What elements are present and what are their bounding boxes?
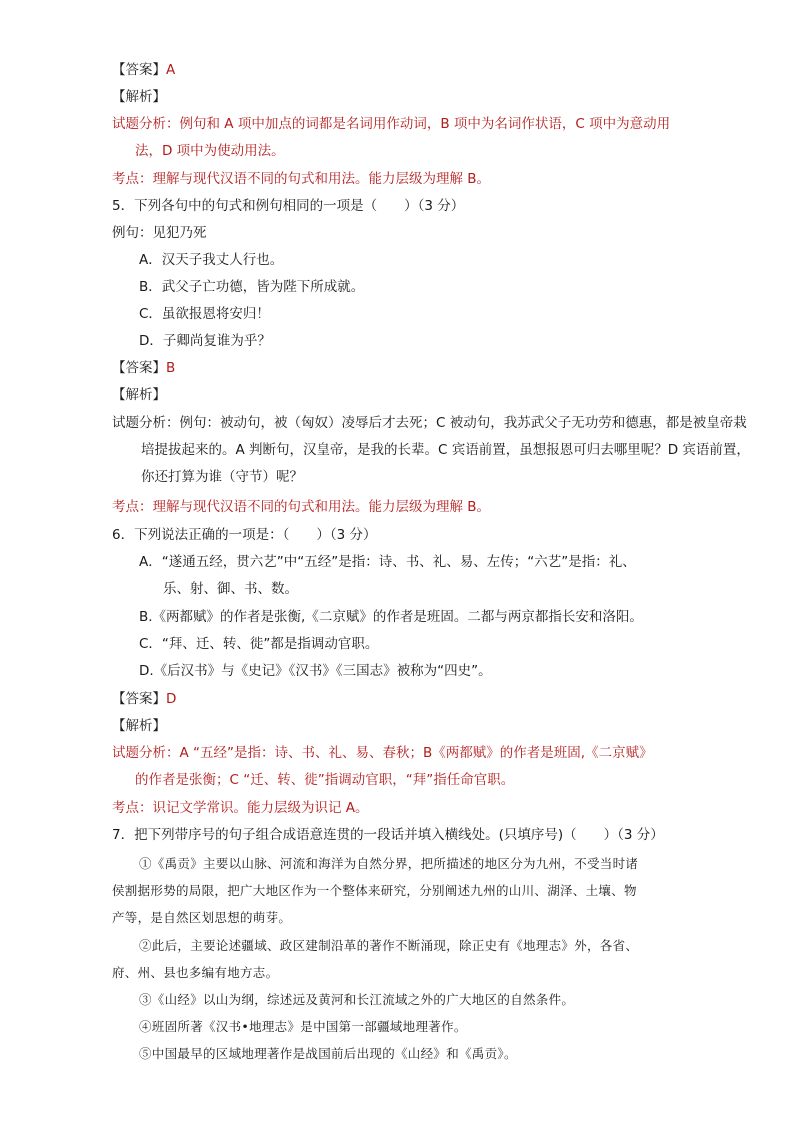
q5-example: 例句：见犯乃死	[112, 225, 207, 241]
q4-analysis-line1: 试题分析：例句和 A 项中加点的词都是名词用作动词，B 项中为名词作状语，C 项中为意动用	[112, 116, 671, 132]
q6-option-b: B.《两都赋》的作者是张衡,《二京赋》的作者是班固。二都与两京都指长安和洛阳。	[139, 609, 643, 625]
q5-analysis-line3: 你还打算为谁（守节）呢？	[141, 469, 303, 485]
q5-stem: 5．下列各句中的句式和例句相同的一项是（ ）（3 分）	[112, 198, 465, 214]
answer-label: 【答案】	[112, 360, 166, 376]
q7-sentence3: ③《山经》以山为纲，综述远及黄河和长江流域之外的广大地区的自然条件。	[139, 992, 575, 1007]
answer-value: B	[166, 360, 176, 376]
answer-value: D	[166, 691, 177, 707]
q7-sentence5: ⑤中国最早的区域地理著作是战国前后出现的《山经》和《禹贡》。	[139, 1046, 517, 1061]
q4-kaodian: 考点：理解与现代汉语不同的句式和用法。能力层级为理解 B。	[112, 171, 491, 187]
q7-sentence1-line3: 产等，是自然区划思想的萌芽。	[112, 910, 292, 925]
q7-sentence1-line1: ①《禹贡》主要以山脉、河流和海洋为自然分界，把所描述的地区分为九州，不受当时诸	[139, 856, 639, 871]
answer-label: 【答案】	[112, 691, 166, 707]
q6-option-a-line1: A．“遂通五经，贯六艺”中“五经”是指：诗、书、礼、易、左传；“六艺”是指：礼、	[139, 554, 636, 570]
q6-answer-line	[112, 690, 176, 708]
q6-option-d: D.《后汉书》与《史记》《汉书》《三国志》被称为“四史”。	[139, 663, 492, 679]
answer-label: 【答案】	[112, 62, 166, 78]
q7-sentence2-line1: ②此后，主要论述疆域、政区建制沿革的著作不断涌现，除正史有《地理志》外，各省、	[139, 938, 639, 953]
q6-kaodian: 考点：识记文学常识。能力层级为识记 A。	[112, 800, 369, 816]
q6-option-a-line2: 乐、射、御、书、数。	[163, 581, 298, 597]
q5-option-d: D．子卿尚复谁为乎？	[139, 333, 271, 349]
q6-stem: 6．下列说法正确的一项是：（ ）（3 分）	[112, 527, 377, 543]
q5-option-a: A．汉天子我丈人行也。	[139, 252, 284, 268]
q5-analysis-line2: 培提拔起来的。A 判断句，汉皇帝，是我的长辈。C 宾语前置，虽想报恩可归去哪里呢？D 宾语前置，	[141, 442, 750, 458]
q7-sentence1-line2: 侯割据形势的局限，把广大地区作为一个整体来研究，分别阐述九州的山川、湖泽、土壤、物	[112, 883, 637, 898]
q5-option-b: B．武父子亡功德，皆为陛下所成就。	[139, 279, 365, 295]
q6-analysis-line2: 的作者是张衡；C “迁、转、徙”指调动官职，“拜”指任命官职。	[135, 772, 515, 788]
q7-sentence4: ④班固所著《汉书•地理志》是中国第一部疆域地理著作。	[139, 1019, 467, 1034]
q6-option-c: C．“拜、迁、转、徙”都是指调动官职。	[139, 636, 379, 652]
q5-analysis-label: 【解析】	[112, 387, 166, 403]
q4-analysis-line2: 法，D 项中为使动用法。	[135, 143, 285, 159]
q5-analysis-line1: 试题分析：例句：被动句，被（匈奴）凌辱后才去死；C 被动句，我苏武父子无功劳和德惠，都是被皇帝栽	[112, 415, 747, 431]
answer-value: A	[166, 62, 176, 78]
q7-sentence2-line2: 府、州、县也多编有地方志。	[112, 965, 279, 980]
q5-answer-line	[112, 359, 175, 377]
q6-analysis-label: 【解析】	[112, 718, 166, 734]
q5-option-c: C．虽欲报恩将安归！	[139, 306, 270, 322]
q7-stem: 7．把下列带序号的句子组合成语意连贯的一段话并填入横线处。(只填序号)（ ）（3 分）	[112, 827, 664, 843]
q6-analysis-line1: 试题分析：A “五经”是指：诗、书、礼、易、春秋；B《两都赋》的作者是班固,《二京赋》	[112, 745, 653, 761]
q4-analysis-label: 【解析】	[112, 89, 166, 105]
q5-kaodian: 考点：理解与现代汉语不同的句式和用法。能力层级为理解 B。	[112, 499, 491, 515]
q4-answer-line	[112, 61, 175, 79]
